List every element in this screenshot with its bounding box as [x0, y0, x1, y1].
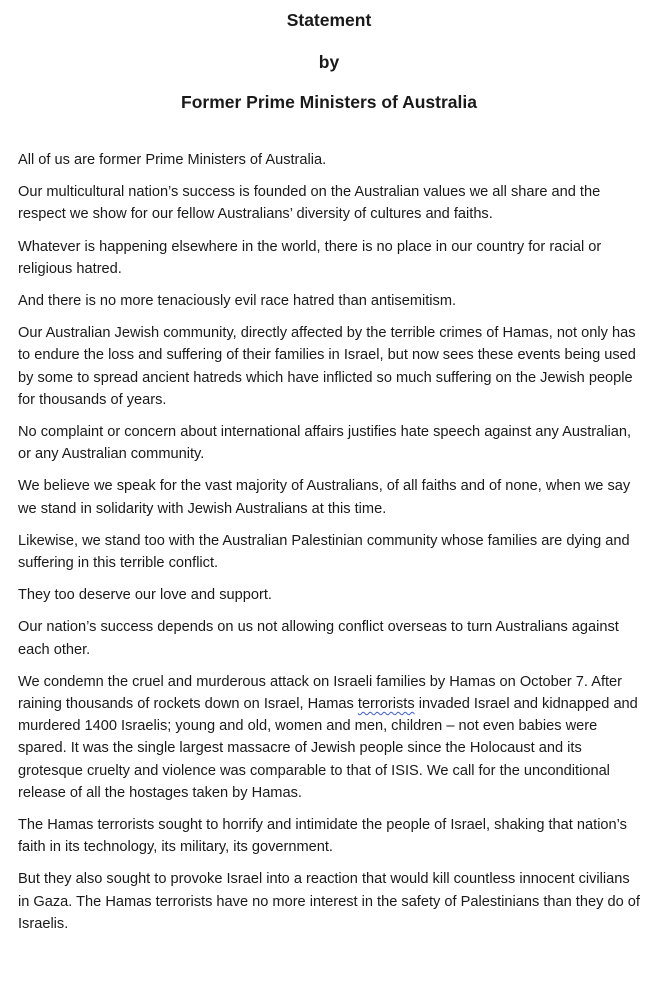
paragraph-11-start: We condemn the cruel and murderous attack on Israeli families by Hamas on October 7. After raining thousands of rockets down on Israel, Hamas — [18, 673, 623, 713]
paragraph-13: But they also sought to provoke Israel into a reaction that would kill countless innocent civilians in Gaza. The Hamas terrorists have no more interest in the safety of Palestinians than they do of Israelis. — [18, 871, 640, 932]
statement-by: by — [318, 52, 340, 72]
paragraph-6: No complaint or concern about international affairs justifies hate speech against any Australian, or any Australian community. — [18, 424, 632, 463]
paragraph-4: And there is no more tenaciously evil race hatred than antisemitism. — [18, 293, 457, 310]
paragraph-2: Our multicultural nation’s success is founded on the Australian values we all share and the respect we show for our fellow Australians’ diversity of cultures and faiths. — [18, 184, 601, 223]
paragraph-12: The Hamas terrorists sought to horrify and intimidate the people of Israel, shaking that nation’s faith in its technology, its military, its government. — [18, 817, 627, 856]
statement-title: Statement — [286, 10, 372, 30]
statement-body — [18, 149, 640, 935]
spellcheck-flagged-word: terrorists — [357, 696, 415, 713]
paragraph-1: All of us are former Prime Ministers of Australia. — [18, 152, 327, 168]
paragraph-5: Our Australian Jewish community, directly affected by the terrible crimes of Hamas, not only has to endure the loss and suffering of their families in Israel, but now sees these events being used by some to spread ancient hatreds which have inflicted so much suffering on the Jewish people for thousands of years. — [18, 325, 636, 408]
paragraph-9: They too deserve our love and support. — [18, 587, 272, 604]
paragraph-8: Likewise, we stand too with the Australian Palestinian community whose families are dying and suffering in this terrible conflict. — [18, 532, 630, 572]
paragraph-10: Our nation’s success depends on us not allowing conflict overseas to turn Australians against each other. — [18, 619, 619, 658]
paragraph-11-end: invaded Israel and kidnapped and murdered 1400 Israelis; young and old, women and men, children – not even babies were spared. It was the single largest massacre of Jewish people since the Holocaust and its grotesque cruelty and violence was comparable to that of ISIS. We call for the unconditional release of all the hostages taken by Hamas. — [18, 696, 638, 801]
paragraph-3: Whatever is happening elsewhere in the world, there is no place in our country for racial or religious hatred. — [18, 238, 602, 277]
paragraph-11 — [18, 671, 640, 804]
statement-authors: Former Prime Ministers of Australia — [181, 92, 477, 112]
paragraph-7: We believe we speak for the vast majority of Australians, of all faiths and of none, when we say we stand in solidarity with Jewish Australians at this time. — [18, 478, 631, 517]
